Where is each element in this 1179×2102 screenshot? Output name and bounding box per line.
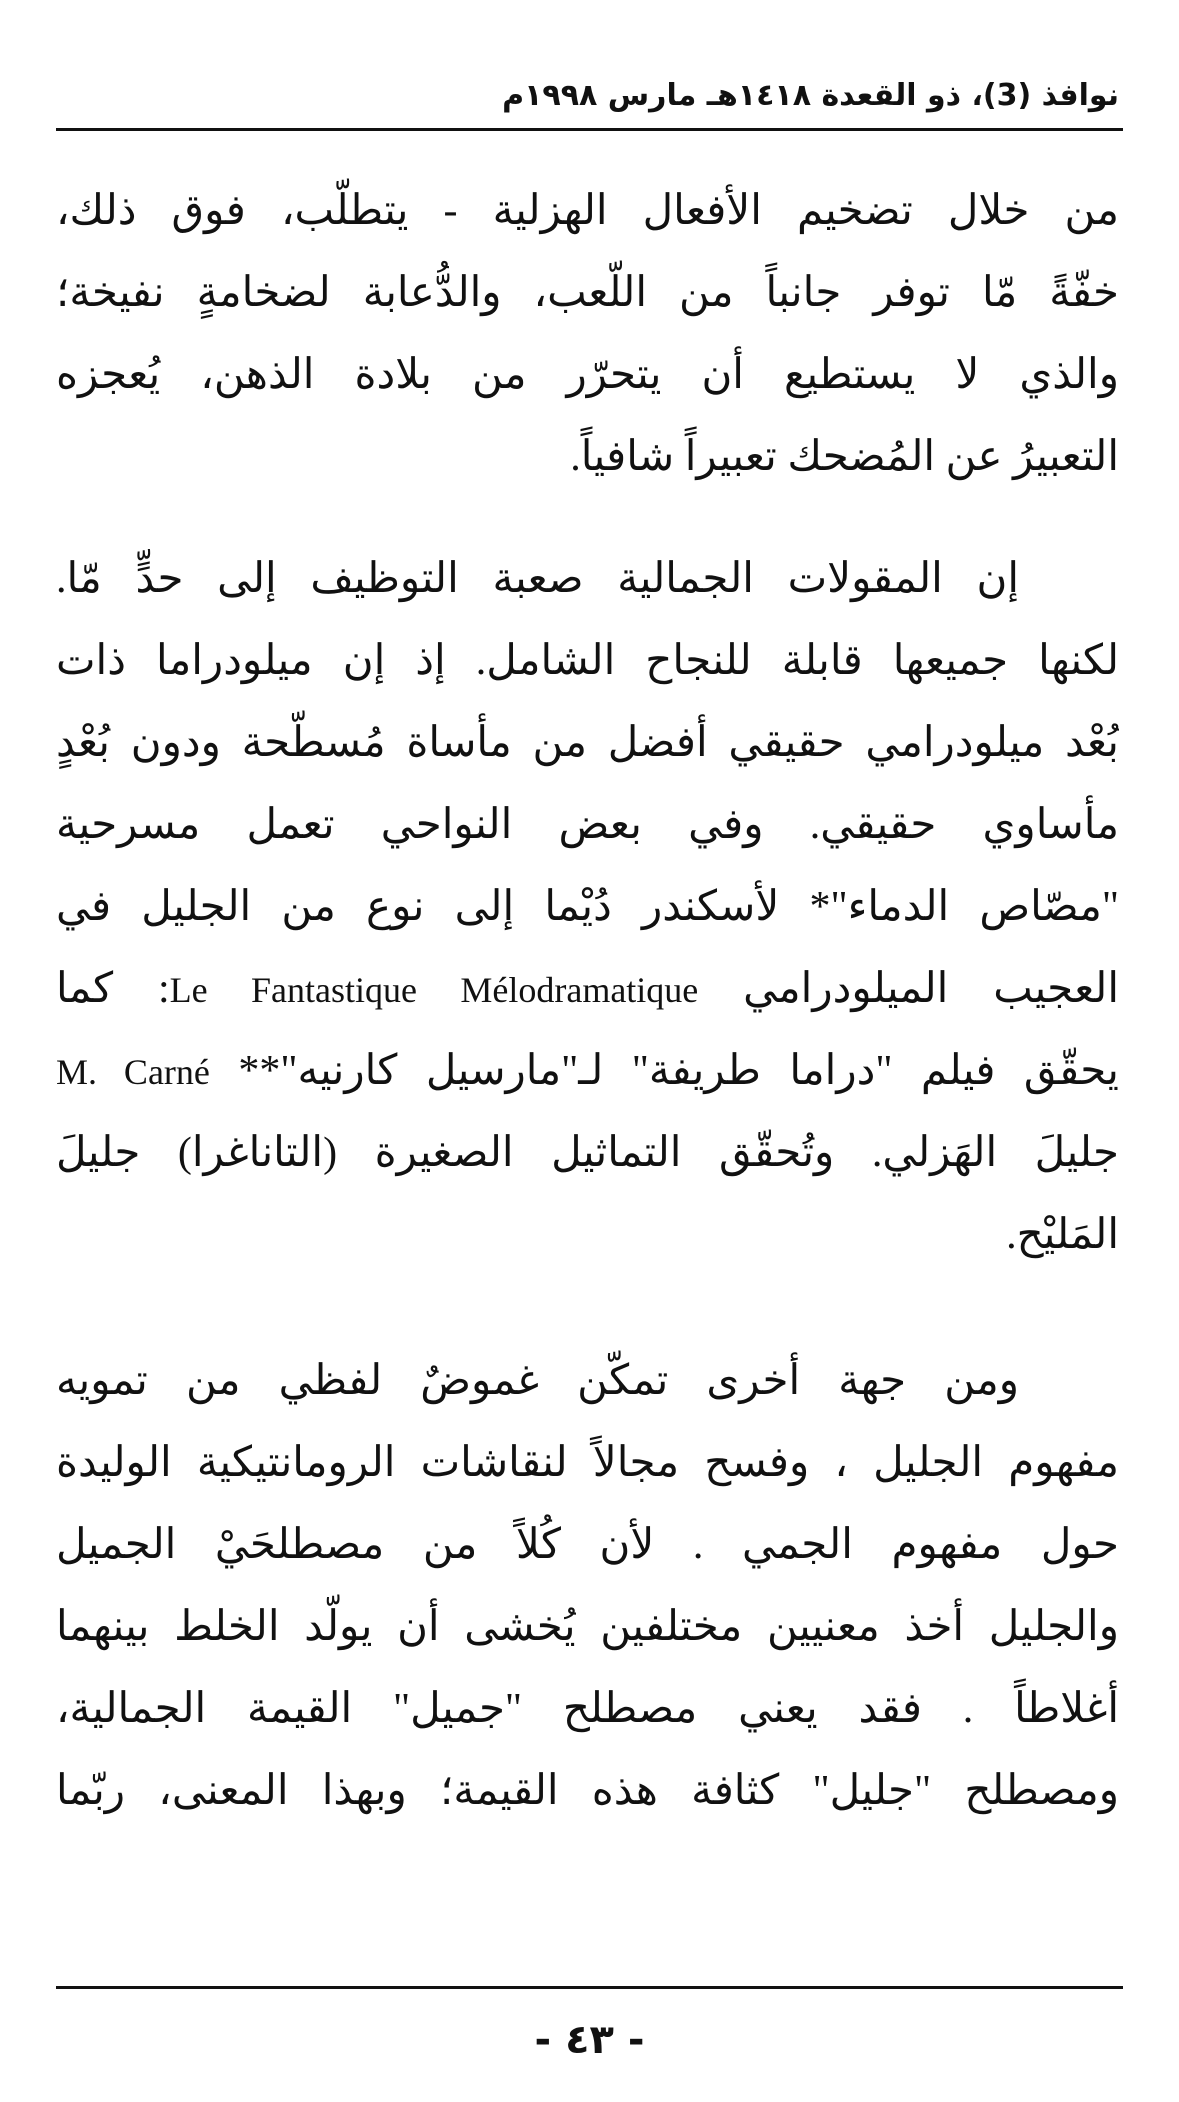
- text-line: "مصّاص الدماء"* لأسكندر دُيْما إلى نوع من الجليل في: [56, 884, 1119, 930]
- latin-term: M. Carné: [56, 1052, 210, 1092]
- text-line: التعبيرُ عن المُضحك تعبيراً شافياً.: [570, 434, 1119, 480]
- text-line: [56, 1340, 1119, 1422]
- footer-rule: [56, 1986, 1123, 1989]
- text-line: المَليْح.: [1006, 1212, 1119, 1258]
- text-line: حول مفهوم الجمي . لأن كُلاً من مصطلحَيْ الجميل: [56, 1522, 1119, 1568]
- text-line: ومصطلح "جليل" كثافة هذه القيمة؛ وبهذا المعنى، ربّما: [56, 1768, 1119, 1814]
- page-number: - ٤٣ -: [534, 2017, 645, 2063]
- text-line: أغلاطاً . فقد يعني مصطلح "جميل" القيمة الجمالية،: [56, 1686, 1119, 1732]
- text-line: مأساوي حقيقي. وفي بعض النواحي تعمل مسرحية: [56, 802, 1119, 848]
- text-segment: ومن جهة أخرى تمكّن غموضٌ لفظي من تمويه: [56, 1358, 1019, 1404]
- text-line: [56, 1030, 1119, 1112]
- paragraph-3: [56, 1340, 1119, 1832]
- text-line: بُعْد ميلودرامي حقيقي أفضل من مأساة مُسطّحة ودون بُعْدٍ: [56, 720, 1119, 766]
- text-line: [56, 948, 1119, 1030]
- paragraph-1: [56, 170, 1119, 498]
- latin-term: Le Fantastique Mélodramatique: [169, 970, 699, 1010]
- text-line: [56, 538, 1119, 620]
- running-header: نوافذ (3)، ذو القعدة ١٤١٨هـ مارس ١٩٩٨م: [502, 78, 1119, 113]
- text-segment: العجيب الميلودرامي: [743, 966, 1119, 1012]
- paragraph-2: [56, 538, 1119, 1276]
- text-segment: إن المقولات الجمالية صعبة التوظيف إلى حدٍّ مّا.: [56, 556, 1019, 602]
- text-line: والذي لا يستطيع أن يتحرّر من بلادة الذهن، يُعجزه: [56, 352, 1119, 398]
- header-rule: [56, 128, 1123, 131]
- text-segment: يحقّق فيلم "دراما طريفة" لـ"مارسيل كارنيه"**: [238, 1048, 1119, 1094]
- text-line: خفّةً مّا توفر جانباً من اللّعب، والدُّعابة لضخامةٍ نفيخة؛: [56, 270, 1119, 316]
- text-line: لكنها جميعها قابلة للنجاح الشامل. إذ إن ميلودراما ذات: [56, 638, 1119, 684]
- text-line: مفهوم الجليل ، وفسح مجالاً لنقاشات الرومانتيكية الوليدة: [56, 1440, 1119, 1486]
- text-segment: : كما: [56, 966, 170, 1012]
- text-line: من خلال تضخيم الأفعال الهزلية - يتطلّب، فوق ذلك،: [56, 188, 1119, 234]
- text-line: والجليل أخذ معنيين مختلفين يُخشى أن يولّد الخلط بينهما: [56, 1604, 1119, 1650]
- text-line: جليلَ الهَزلي. وتُحقّق التماثيل الصغيرة (التاناغرا) جليلَ: [56, 1130, 1119, 1176]
- body-text: [56, 170, 1119, 1832]
